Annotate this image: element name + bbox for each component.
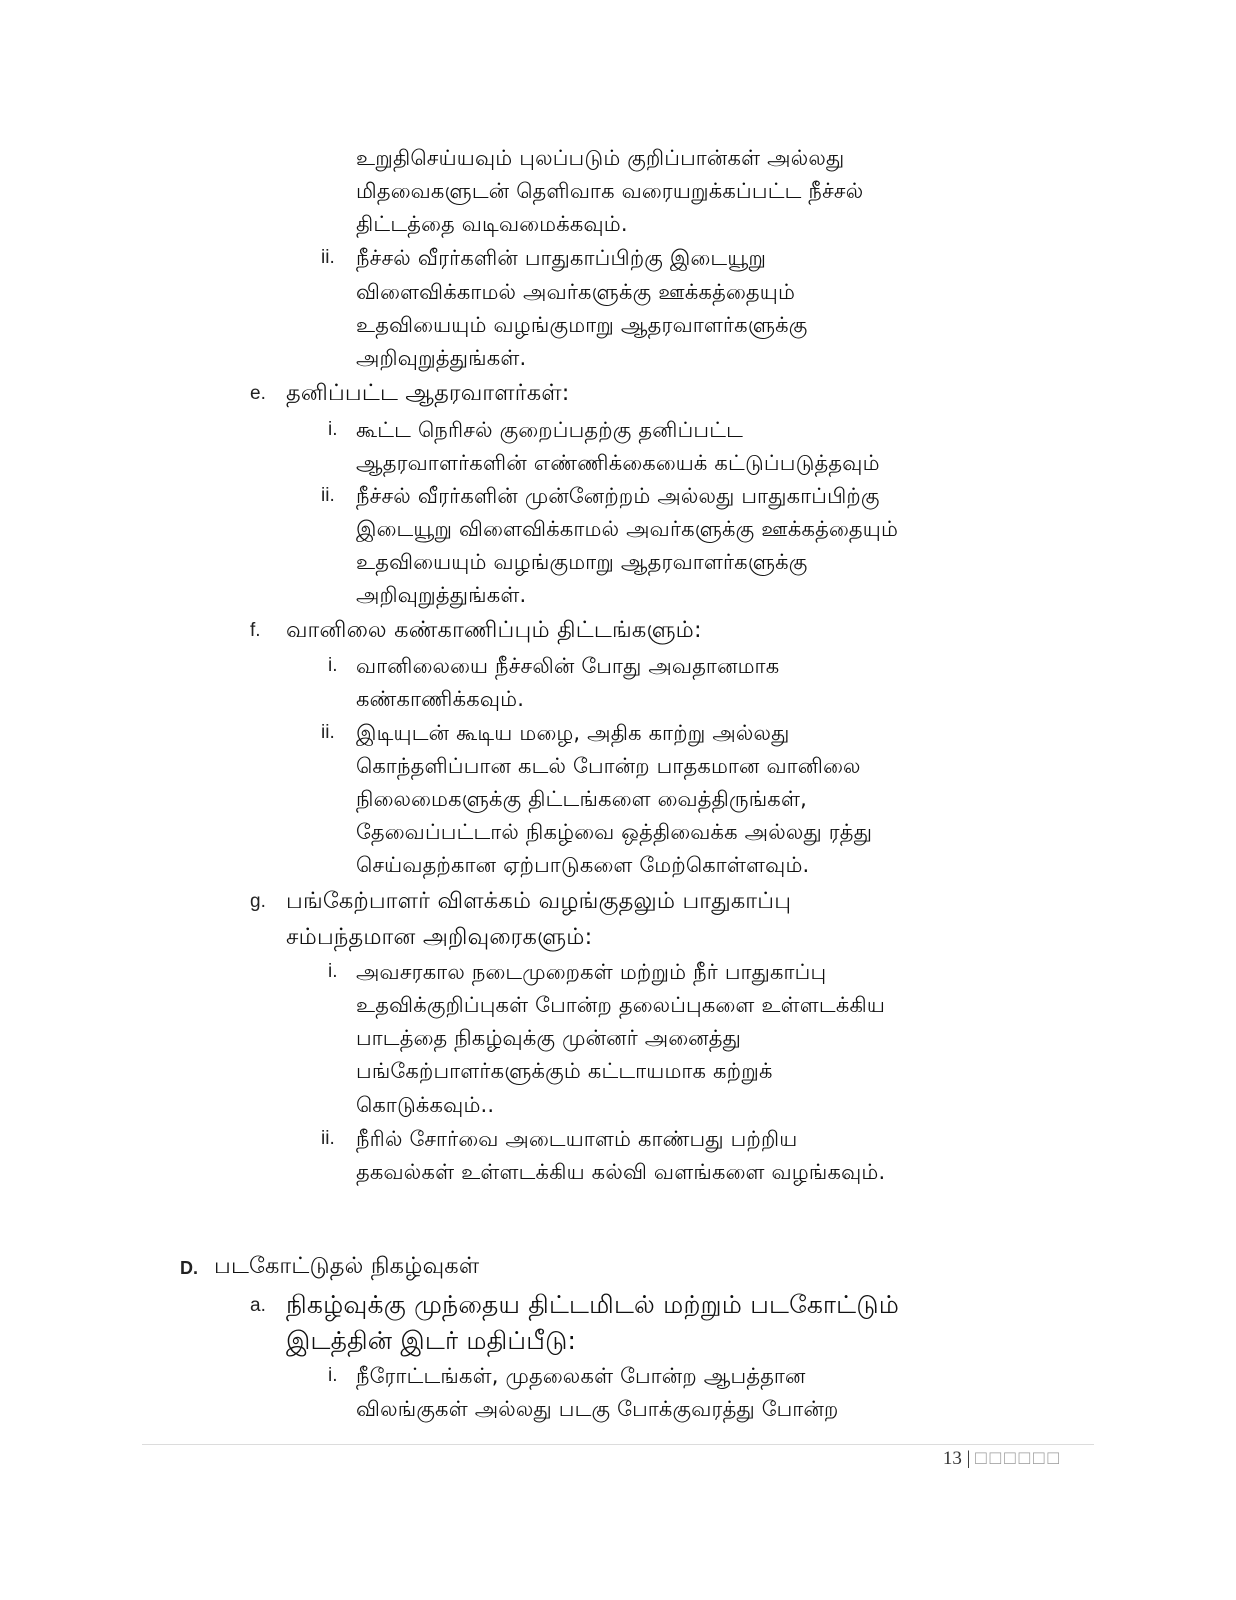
list-item-line: நீரில் சோர்வை அடையாளம் காண்பது பற்றிய [356, 1127, 798, 1151]
section-marker: g. [250, 891, 266, 912]
section-heading: வானிலை கண்காணிப்பும் திட்டங்களும்: [286, 617, 702, 643]
footer-rule [142, 1444, 1094, 1445]
list-item-line: நீரோட்டங்கள், முதலைகள் போன்ற ஆபத்தான [356, 1364, 806, 1388]
list-item-line: அவசரகால நடைமுறைகள் மற்றும் நீர் பாதுகாப்பு [356, 960, 827, 984]
list-item-line: உதவிக்குறிப்புகள் போன்ற தலைப்புகளை உள்ளடக்கிய [356, 993, 886, 1017]
list-item-line: இடையூறு விளைவிக்காமல் அவர்களுக்கு ஊக்கத்தையும் [356, 517, 899, 541]
list-item-line: கூட்ட நெரிசல் குறைப்பதற்கு தனிப்பட்ட [356, 418, 744, 442]
section-heading: இடத்தின் இடர் மதிப்பீடு: [286, 1326, 577, 1355]
section-heading: தனிப்பட்ட ஆதரவாளர்கள்: [286, 380, 570, 406]
list-item-line: அறிவுறுத்துங்கள். [356, 583, 527, 607]
section-heading: நிகழ்வுக்கு முந்தைய திட்டமிடல் மற்றும் படகோட்டும் [286, 1290, 900, 1319]
footer-missing-glyphs: □□□□□□ [975, 1448, 1062, 1469]
list-item-line: கொடுக்கவும்.. [356, 1093, 495, 1117]
paragraph-line: திட்டத்தை வடிவமைக்கவும். [356, 212, 628, 236]
list-marker: i. [328, 961, 338, 982]
list-marker: i. [328, 1365, 338, 1386]
paragraph-line: மிதவைகளுடன் தெளிவாக வரையறுக்கப்பட்ட நீச்சல் [356, 179, 864, 203]
list-item-line: ஆதரவாளர்களின் எண்ணிக்கையைக் கட்டுப்படுத்தவும் [356, 451, 880, 475]
section-heading: பங்கேற்பாளர் விளக்கம் வழங்குதலும் பாதுகாப்பு [286, 888, 792, 914]
section-marker: a. [250, 1295, 266, 1316]
section-marker: f. [250, 620, 261, 641]
list-item-line: உதவியையும் வழங்குமாறு ஆதரவாளர்களுக்கு [356, 550, 808, 574]
list-item-line: செய்வதற்கான ஏற்பாடுகளை மேற்கொள்ளவும். [356, 853, 810, 877]
list-item-line: நீச்சல் வீரர்களின் முன்னேற்றம் அல்லது பாதுகாப்பிற்கு [356, 484, 880, 508]
paragraph-line: உறுதிசெய்யவும் புலப்படும் குறிப்பான்கள் அல்லது [356, 146, 845, 170]
section-heading: படகோட்டுதல் நிகழ்வுகள் [214, 1253, 480, 1279]
list-marker: ii. [321, 247, 335, 268]
list-item-line: இடியுடன் கூடிய மழை, அதிக காற்று அல்லது [356, 721, 790, 745]
list-item-line: விளைவிக்காமல் அவர்களுக்கு ஊக்கத்தையும் [356, 280, 796, 304]
list-marker: ii. [321, 722, 335, 743]
list-item-line: உதவியையும் வழங்குமாறு ஆதரவாளர்களுக்கு [356, 313, 808, 337]
list-item-line: கண்காணிக்கவும். [356, 687, 525, 711]
list-marker: ii. [321, 1128, 335, 1149]
list-item-line: தேவைப்பட்டால் நிகழ்வை ஒத்திவைக்க அல்லது ரத்து [356, 820, 873, 844]
section-heading: சம்பந்தமான அறிவுரைகளும்: [286, 924, 593, 950]
footer-separator: | [966, 1448, 971, 1469]
list-item-line: கொந்தளிப்பான கடல் போன்ற பாதகமான வானிலை [356, 754, 861, 778]
list-marker: i. [328, 419, 338, 440]
list-marker: ii. [321, 485, 335, 506]
list-item-line: அறிவுறுத்துங்கள். [356, 346, 527, 370]
list-item-line: பாடத்தை நிகழ்வுக்கு முன்னர் அனைத்து [356, 1026, 742, 1050]
page-number: 13 [942, 1448, 962, 1469]
list-item-line: நிலைமைகளுக்கு திட்டங்களை வைத்திருங்கள், [356, 787, 807, 811]
page-footer [943, 1448, 1062, 1470]
list-item-line: வானிலையை நீச்சலின் போது அவதானமாக [356, 654, 780, 678]
list-marker: i. [328, 655, 338, 676]
section-marker: e. [250, 383, 266, 404]
section-marker: D. [180, 1258, 198, 1278]
list-item-line: விலங்குகள் அல்லது படகு போக்குவரத்து போன்ற [356, 1397, 839, 1421]
list-item-line: நீச்சல் வீரர்களின் பாதுகாப்பிற்கு இடையூறு [356, 246, 767, 270]
list-item-line: தகவல்கள் உள்ளடக்கிய கல்வி வளங்களை வழங்கவும். [356, 1160, 886, 1184]
list-item-line: பங்கேற்பாளர்களுக்கும் கட்டாயமாக கற்றுக் [356, 1059, 773, 1083]
